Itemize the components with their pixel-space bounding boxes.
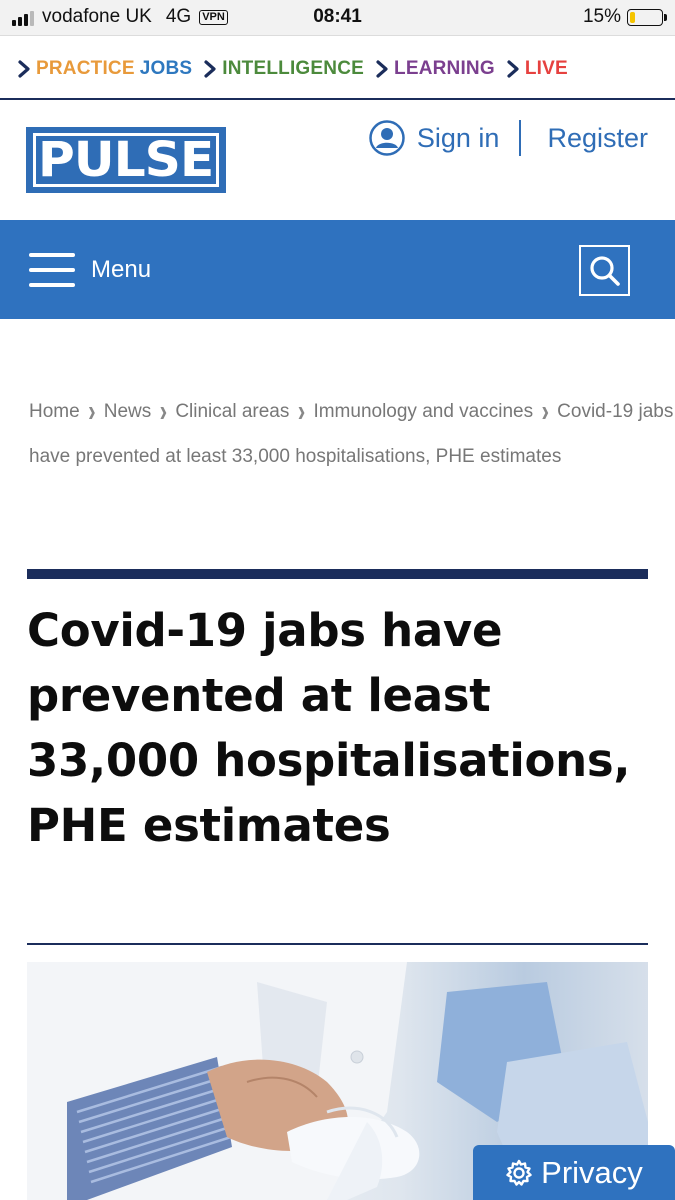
breadcrumb-news[interactable]: News [103,401,152,422]
brand-label-live: LIVE [524,58,568,79]
breadcrumb-separator-icon: ❱ [540,405,551,419]
network-type: 4G [165,6,192,27]
title-rule-bottom [27,943,648,945]
breadcrumb-immunology[interactable]: Immunology and vaccines [313,401,534,422]
hamburger-icon [29,253,75,287]
sign-in-link[interactable]: Sign in [416,122,500,153]
main-nav [0,220,675,319]
brand-label-practice: PRACTICE [36,58,135,79]
brand-strip [0,36,675,100]
menu-label: Menu [91,256,152,283]
logo-text: PULSE [38,132,214,188]
breadcrumb-current: Covid-19 jabs have prevented at least 33,000 hospitalisations, PHE estimates [29,401,674,467]
site-header [0,100,675,220]
clock: 08:41 [313,6,362,27]
article-title: Covid-19 jabs have prevented at least 33,000 hospitalisations, PHE estimates [27,604,631,852]
chevron-right-icon [200,59,220,79]
breadcrumb-separator-icon: ❱ [296,405,307,419]
pulse-logo[interactable] [26,127,226,193]
privacy-label: Privacy [541,1154,643,1190]
battery-level [630,12,635,23]
status-right [583,6,663,28]
account-links [369,120,648,156]
gear-icon [505,1159,533,1187]
user-circle-icon[interactable] [369,120,405,156]
brand-link-learning[interactable] [372,58,495,80]
chevron-right-icon [503,59,523,79]
vpn-badge: VPN [199,10,228,25]
menu-button[interactable] [29,253,151,287]
battery-percent: 15% [582,6,621,27]
brand-link-practice-jobs[interactable] [14,58,192,80]
search-icon [588,254,622,288]
chevron-right-icon [14,59,34,79]
privacy-button[interactable] [473,1145,675,1200]
title-rule-top [27,569,648,579]
search-button[interactable] [579,245,630,296]
chevron-right-icon [372,59,392,79]
breadcrumb-home[interactable]: Home [29,401,80,422]
brand-link-intelligence[interactable] [200,58,364,80]
status-bar [0,0,675,36]
brand-label-jobs: JOBS [139,58,193,79]
brand-label-learning: LEARNING [394,58,495,79]
breadcrumb-separator-icon: ❱ [86,405,97,419]
breadcrumb-clinical-areas[interactable]: Clinical areas [175,401,290,422]
breadcrumb [29,390,675,478]
brand-label-intelligence: INTELLIGENCE [222,58,365,79]
battery-icon [627,9,663,26]
brand-link-live[interactable] [503,58,568,80]
account-divider [519,120,521,156]
breadcrumb-separator-icon: ❱ [158,405,169,419]
carrier-name: vodafone UK [42,6,152,27]
register-link[interactable]: Register [547,122,648,153]
